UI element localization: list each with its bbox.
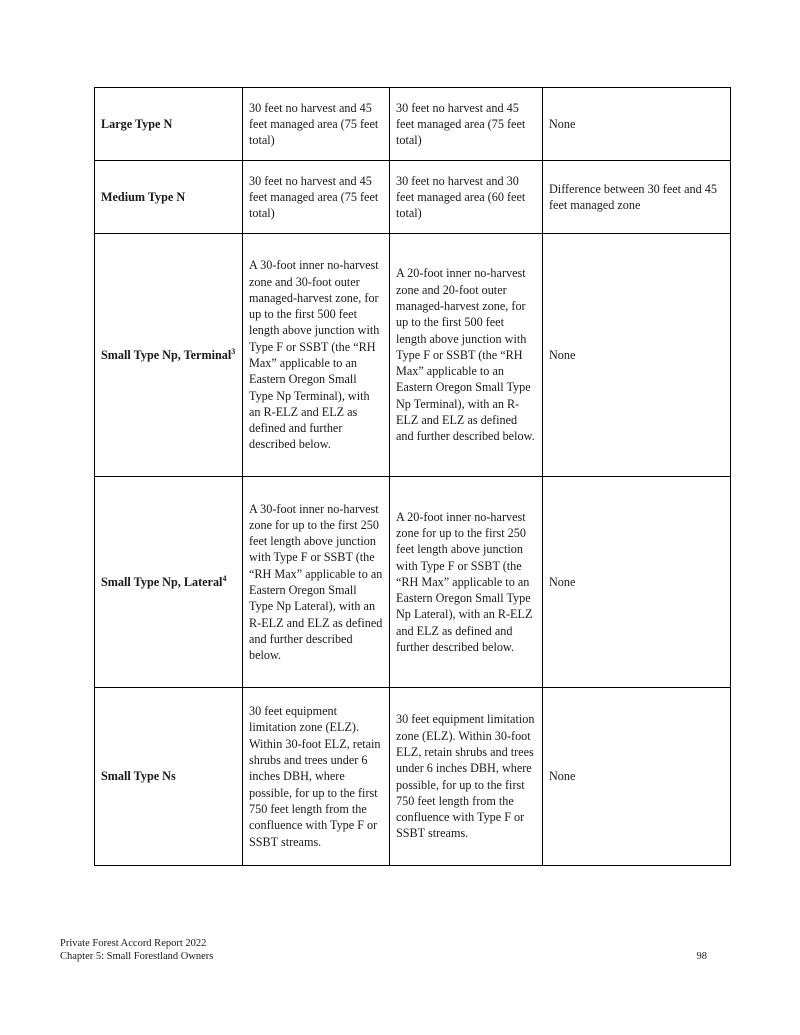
riparian-rules-table: [94, 87, 731, 866]
row-type-label: Small Type Np, Lateral$^4$: [95, 477, 243, 688]
table-cell: 30 feet no harvest and 45 feet managed area (75 feet total): [243, 161, 390, 234]
table-cell: 30 feet equipment limitation zone (ELZ). Within 30-foot ELZ, retain shrubs and trees under 6 inches DBH, where possible, for up to the first 750 feet length from the confluence with Type F or SSBT streams.: [243, 688, 390, 866]
table-cell: Difference between 30 feet and 45 feet managed zone: [543, 161, 731, 234]
table-cell: None: [543, 477, 731, 688]
table-cell: None: [543, 234, 731, 477]
page-footer: [60, 938, 213, 963]
row-type-label: Large Type N: [95, 88, 243, 161]
table-cell: 30 feet no harvest and 30 feet managed area (60 feet total): [390, 161, 543, 234]
table-cell: None: [543, 88, 731, 161]
table-row: [95, 161, 731, 234]
footer-chapter-title: Chapter 5: Small Forestland Owners: [60, 950, 214, 962]
footer-report-title: Private Forest Accord Report 2022: [60, 938, 207, 949]
row-type-label: Small Type Ns: [95, 688, 243, 866]
table-cell: A 20-foot inner no-harvest zone and 20-foot outer managed-harvest zone, for up to the first 500 feet length above junction with Type F or SSBT (the “RH Max” applicable to an Eastern Oregon Small Type Np Terminal), with an R-ELZ and ELZ as defined and further described below.: [390, 234, 543, 477]
row-type-label: Small Type Np, Terminal$^3$: [95, 234, 243, 477]
table-cell: 30 feet equipment limitation zone (ELZ). Within 30-foot ELZ, retain shrubs and trees under 6 inches DBH, where possible, for up to the first 750 feet length from the confluence with Type F or SSBT streams.: [390, 688, 543, 866]
table-row: [95, 477, 731, 688]
row-type-label: Medium Type N: [95, 161, 243, 234]
table-cell: None: [543, 688, 731, 866]
page-number: 98: [696, 951, 707, 962]
table-cell: 30 feet no harvest and 45 feet managed area (75 feet total): [390, 88, 543, 161]
table-row: [95, 234, 731, 477]
table-cell: A 30-foot inner no-harvest zone and 30-foot outer managed-harvest zone, for up to the first 500 feet length above junction with Type F or SSBT (the “RH Max” applicable to an Eastern Oregon Small Type Np Terminal), with an R-ELZ and ELZ as defined and further described below.: [243, 234, 390, 477]
table-cell: A 20-foot inner no-harvest zone for up to the first 250 feet length above junction with Type F or SSBT (the “RH Max” applicable to an Eastern Oregon Small Type Np Lateral), with an R-ELZ and ELZ as defined and further described below.: [390, 477, 543, 688]
table-cell: 30 feet no harvest and 45 feet managed area (75 feet total): [243, 88, 390, 161]
table-row: [95, 88, 731, 161]
table-cell: A 30-foot inner no-harvest zone for up to the first 250 feet length above junction with Type F or SSBT (the “RH Max” applicable to an Eastern Oregon Small Type Np Lateral), with an R-ELZ and ELZ as defined and further described below.: [243, 477, 390, 688]
table-row: [95, 688, 731, 866]
